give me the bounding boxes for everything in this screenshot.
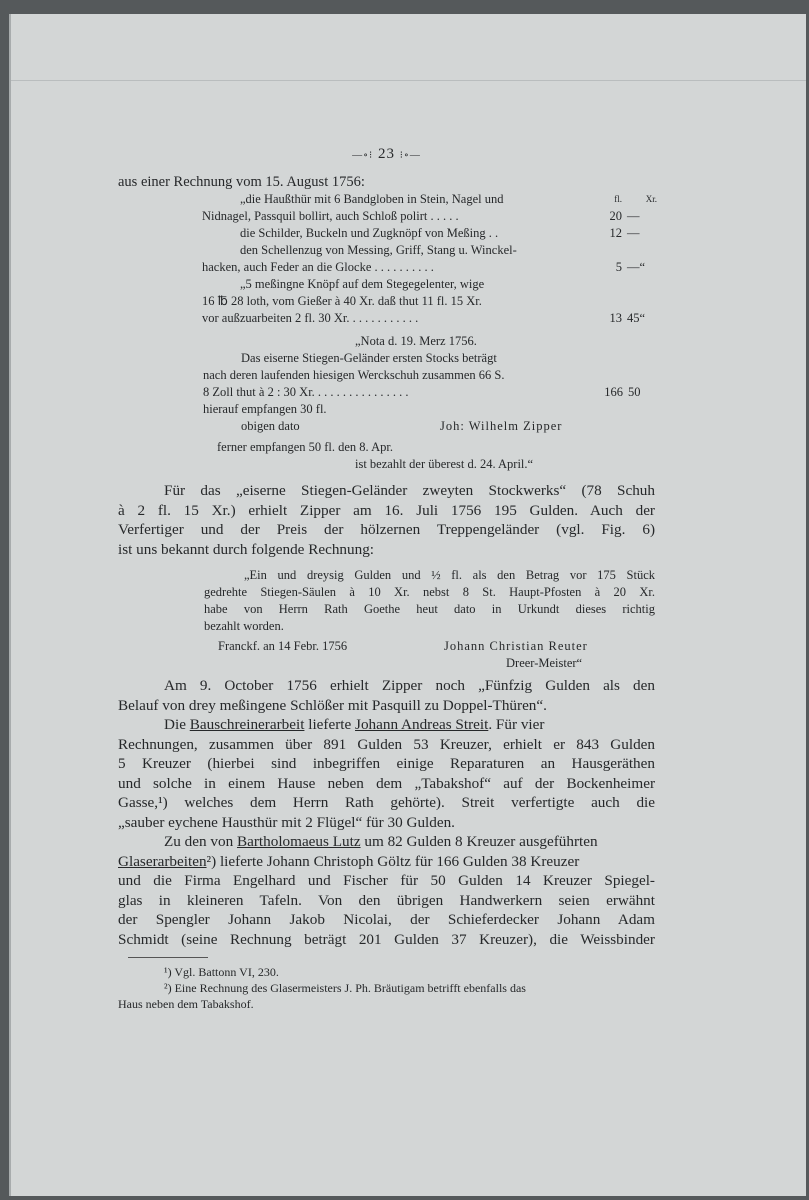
invoice-fl: 12 — [609, 226, 622, 240]
paragraph-1 — [118, 481, 655, 559]
para3-line: Gasse,¹) welches dem Herrn Rath gehörte). Streit verfertigte auch die — [118, 794, 655, 811]
invoice-xr: — — [627, 226, 640, 240]
nota-paid: ist bezahlt der überest d. 24. April.“ — [355, 457, 534, 471]
para4-line: der Spengler Johann Jakob Nicolai, der Schieferdecker Johann Adam — [118, 911, 655, 928]
footnote-rule — [128, 957, 208, 958]
para2-line: Am 9. October 1756 erhielt Zipper noch „Fünfzig Gulden als den — [164, 677, 655, 694]
para4-tail2: ²) lieferte Johann Christoph Göltz für 166 Gulden 38 Kreuzer — [206, 852, 580, 870]
nota-title: „Nota d. 19. Merz 1756. — [355, 334, 477, 348]
invoice-line-text: vor außzuarbeiten 2 fl. 30 Xr. . . . . . . . . . . . — [202, 311, 419, 325]
invoice-line — [202, 259, 655, 276]
para3-lead: Die — [164, 716, 190, 733]
quote2-line: bezahlt worden. — [204, 619, 284, 633]
nota-line: Das eiserne Stiegen-Geländer ersten Stocks beträgt — [241, 351, 497, 365]
underlined-lutz: Bartholomaeus Lutz — [236, 833, 361, 850]
para3-line: „sauber eychene Hausthür mit 2 Flügel“ für 30 Gulden. — [118, 813, 455, 831]
text-block — [118, 146, 655, 1012]
para4-lead: Zu den von — [164, 833, 237, 850]
para2-line: Belauf von drey meßingene Schlößer mit Pasquill zu Doppel-Thüren“. — [118, 696, 547, 714]
invoice-line — [202, 191, 655, 208]
paragraph-2 — [118, 676, 655, 715]
quote2-signature: Johann Christian Reuter — [444, 639, 588, 653]
ornament-left: —∘⁝ — [352, 150, 374, 161]
underlined-streit: Johann Andreas Streit — [355, 716, 489, 733]
para4-second-line — [118, 852, 655, 872]
invoice-line-text: 16 ℔ 28 loth, vom Gießer à 40 Xr. daß thut 11 fl. 15 Xr. — [202, 294, 482, 308]
invoice-line-text: „5 meßingne Knöpf auf dem Stegegelenter, wige — [240, 277, 485, 291]
quote2-title: Dreer-Meister“ — [506, 656, 583, 670]
page — [9, 14, 806, 1196]
para1-line: ist uns bekannt durch folgende Rechnung: — [118, 540, 375, 558]
nota-sum-text: 8 Zoll thut à 2 : 30 Xr. . . . . . . . . . . . . . . . — [203, 385, 409, 399]
invoice-line-text: Nidnagel, Passquil bollirt, auch Schloß polirt . . . . . — [202, 209, 459, 223]
nota-signature-line — [203, 418, 655, 435]
footnote-1: ¹) Vgl. Battonn VI, 230. — [164, 965, 279, 979]
para3-line: 5 Kreuzer (hierbei sind inbegriffen einige Reparaturen an Hausgeräthen — [118, 755, 655, 772]
invoice-line — [202, 276, 655, 293]
ornament-right: ⁝∘— — [399, 150, 421, 161]
quote2-line: „Ein und dreysig Gulden und ½ fl. als den Betrag vor 175 Stück — [244, 568, 655, 582]
underlined-bauschreinerarbeit: Bauschreinerarbeit — [189, 716, 305, 733]
nota-received: hierauf empfangen 30 fl. — [203, 402, 327, 416]
underlined-glaserarbeiten: Glaserarbeiten — [118, 852, 207, 870]
col-xr: Xr. — [645, 194, 657, 204]
para1-line: à 2 fl. 15 Xr.) erhielt Zipper am 16. Juli 1756 195 Gulden. Auch der — [118, 501, 655, 519]
invoice-line-text: „die Haußthür mit 6 Bandgloben in Stein, Nagel und — [240, 192, 504, 206]
para3-mid: lieferte — [304, 716, 356, 733]
nota-xr: 50 — [628, 385, 641, 399]
nota-fl: 166 — [604, 385, 623, 399]
nota-line: nach deren laufenden hiesigen Werckschuh zusammen 66 S. — [203, 368, 505, 382]
invoice-line-text: den Schellenzug von Messing, Griff, Stang u. Winckel- — [240, 243, 517, 257]
invoice-xr: — — [627, 209, 640, 223]
paragraph-4 — [118, 832, 655, 949]
paragraph-3 — [118, 715, 655, 832]
para1-line: Verfertiger und der Preis der hölzernen Treppengeländer (vgl. Fig. 6) — [118, 521, 655, 538]
col-fl: fl. — [614, 194, 622, 204]
quote2-sign-line — [204, 638, 655, 655]
page-fold — [11, 80, 806, 81]
para3-line: Rechnungen, zusammen über 891 Gulden 53 Kreuzer, erhielt er 843 Gulden — [118, 735, 655, 753]
para3-tail: . Für vier — [488, 716, 545, 733]
para3-line: und solche in einem Hause neben dem „Tabakshof“ auf der Bockenheimer — [118, 774, 655, 792]
para4-line: Schmidt (seine Rechnung beträgt 201 Gulden 37 Kreuzer), die Weissbinder — [118, 930, 655, 948]
nota-sum-line — [203, 384, 655, 401]
invoice-line — [202, 310, 655, 327]
para4-first-line — [118, 832, 655, 852]
quote-2 — [204, 567, 655, 672]
invoice-fl: 13 — [609, 311, 622, 325]
quote2-line: gedrehte Stiegen-Säulen à 10 Xr. nebst 8 St. Haupt-Pfosten à 20 Xr. — [204, 585, 655, 599]
para3-first-line — [118, 715, 655, 735]
page-number: 23 — [378, 146, 395, 162]
nota-further: ferner empfangen 50 fl. den 8. Apr. — [217, 440, 393, 454]
invoice-fl: 20 — [609, 209, 622, 223]
invoice-line-text: die Schilder, Buckeln und Zugknöpf von Meßing . . — [240, 226, 499, 240]
footnote-2-cont: Haus neben dem Tabakshof. — [118, 997, 254, 1011]
invoice-block — [202, 191, 655, 327]
para4-line: glas in kleineren Tafeln. Von den übrigen Handwerkern seien erwähnt — [118, 891, 655, 909]
quote2-line: habe von Herrn Rath Goethe heut dato in Urkundt dieses richtig — [204, 602, 655, 616]
nota-block — [203, 333, 655, 473]
nota-signature: Joh: Wilhelm Zipper — [440, 419, 563, 433]
invoice-xr: 45“ — [627, 311, 646, 325]
para4-line: und die Firma Engelhard und Fischer für 50 Gulden 14 Kreuzer Spiegel- — [118, 872, 655, 889]
invoice-xr: —“ — [627, 260, 646, 274]
footnote-2: ²) Eine Rechnung des Glasermeisters J. Ph. Bräutigam betrifft ebenfalls das — [164, 981, 526, 995]
para1-line: Für das „eiserne Stiegen-Geländer zweyten Stockwerks“ (78 Schuh — [164, 482, 655, 499]
invoice-line — [202, 293, 655, 310]
invoice-line — [202, 208, 655, 225]
invoice-line-text: hacken, auch Feder an die Glocke . . . . . . . . . . — [202, 260, 434, 274]
page-number-header — [118, 146, 655, 163]
intro-line: aus einer Rechnung vom 15. August 1756: — [118, 174, 365, 190]
nota-dato: obigen dato — [241, 419, 300, 433]
invoice-fl: 5 — [615, 260, 622, 274]
footnotes — [118, 964, 655, 1012]
invoice-line — [202, 225, 655, 242]
quote2-place: Franckf. an 14 Febr. 1756 — [218, 639, 348, 653]
invoice-line — [202, 242, 655, 259]
para4-tail1: um 82 Gulden 8 Kreuzer ausgeführten — [360, 833, 598, 850]
